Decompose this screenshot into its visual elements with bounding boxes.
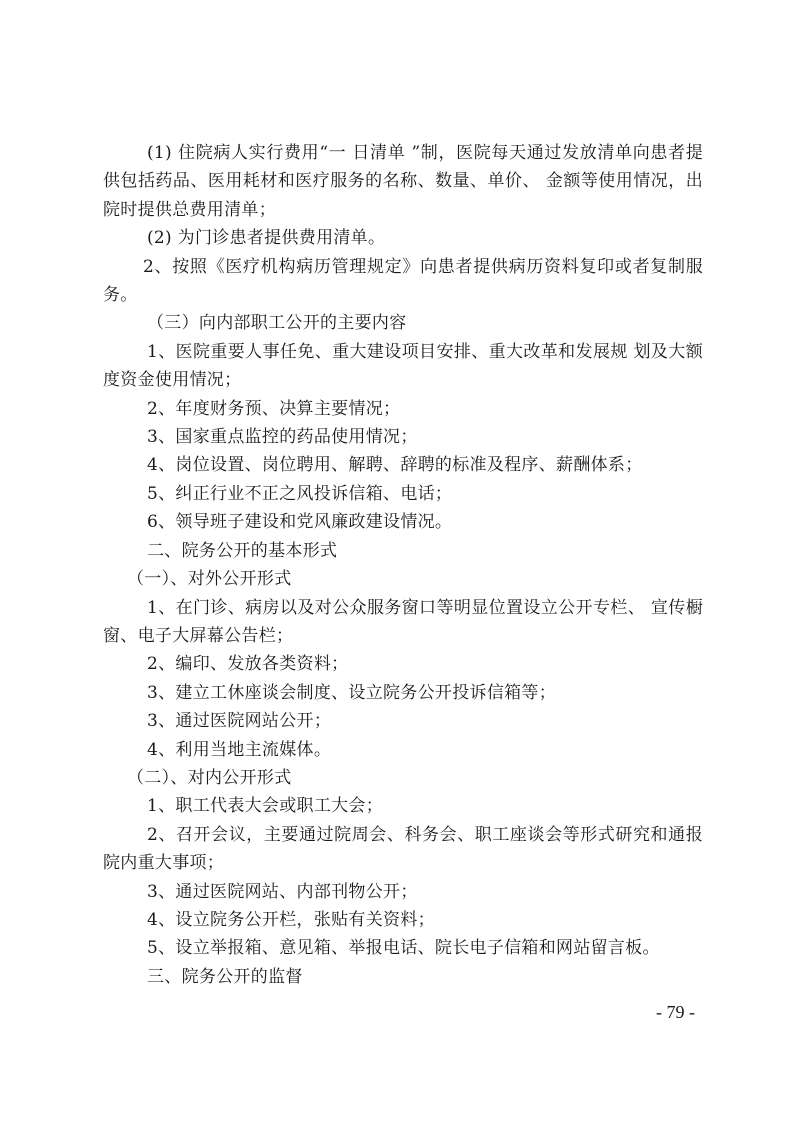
section-heading: （三）向内部职工公开的主要内容 [147,313,407,334]
paragraph: 6、领导班子建设和党风廉政建设情况。 [147,512,453,533]
paragraph: 3、建立工休座谈会制度、设立院务公开投诉信箱等； [147,682,557,703]
paragraph: 5、设立举报箱、意见箱、举报电话、院长电子信箱和网站留言板。 [147,938,660,959]
section-heading: 三、院务公开的监督 [147,966,303,987]
paragraph: 4、岗位设置、岗位聘用、解聘、辞聘的标准及程序、薪酬体系； [147,455,643,476]
paragraph: 1、职工代表大会或职工大会； [147,796,384,817]
page-number: - 79 - [656,1002,695,1022]
paragraph: 3、国家重点监控的药品使用情况； [147,427,418,448]
paragraph: 4、利用当地主流媒体。 [147,739,332,760]
paragraph: 1、医院重要人事任免、重大建设项目安排、重大改革和发展规 划及大额度资金使用情况； [103,341,703,391]
paragraph: 5、纠正行业不正之风投诉信箱、电话； [147,483,453,504]
paragraph: 2、编印、发放各类资料； [147,654,349,675]
subsection-heading: （二）、对内公开形式 [127,767,292,788]
paragraph: (2) 为门诊患者提供费用清单。 [147,228,386,249]
paragraph: (1) 住院病人实行费用“一 日清单 ”制，医院每天通过发放清单向患者提供包括药品、医用耗材和医疗服务的名称、数量、单价、 金额等使用情况，出院时提供总费用清单； [103,143,703,220]
paragraph: 4、设立院务公开栏，张贴有关资料； [147,909,435,930]
paragraph: 3、通过医院网站公开； [147,711,332,732]
paragraph: 2、年度财务预、决算主要情况； [147,398,401,419]
paragraph: 3、通过医院网站、内部刊物公开； [147,881,418,902]
body-text [103,139,703,991]
paragraph: 1、在门诊、病房以及对公众服务窗口等明显位置设立公开专栏、 宣传橱窗、电子大屏幕公告栏； [103,597,703,646]
subsection-heading: （一）、对外公开形式 [127,569,292,590]
paragraph: 2、召开会议，主要通过院周会、科务会、职工座谈会等形式研究和通报院内重大事项； [103,824,703,874]
paragraph: 2、按照《医疗机构病历管理规定》向患者提供病历资料复印或者复制服务。 [103,256,703,306]
section-heading: 二、院务公开的基本形式 [147,540,338,561]
